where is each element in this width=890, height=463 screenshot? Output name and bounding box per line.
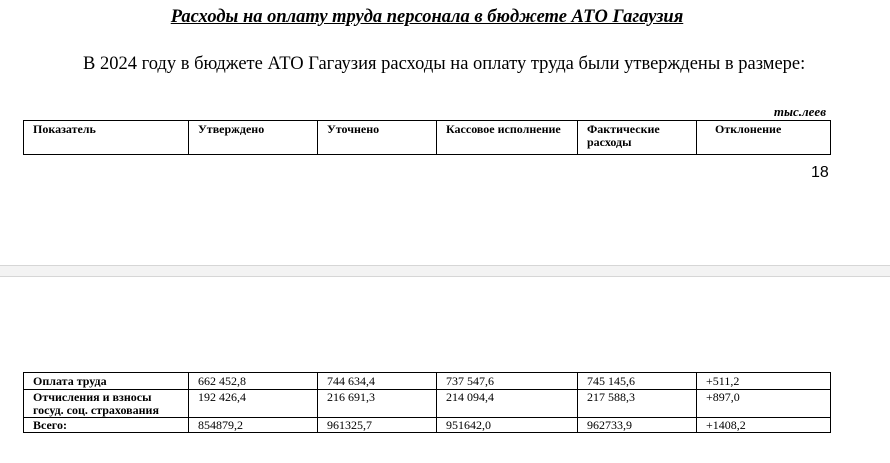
page-number: 18	[811, 164, 829, 181]
document-page-bottom	[0, 277, 890, 463]
cell-actual: 217 588,3	[578, 390, 697, 418]
cell-deviation: +897,0	[697, 390, 831, 418]
row-label: Всего:	[24, 418, 189, 433]
cell-deviation: +511,2	[697, 373, 831, 390]
cell-revised: 744 634,4	[318, 373, 437, 390]
row-label: Отчисления и взносы госуд. соц. страхования	[24, 390, 189, 418]
header-revised: Уточнено	[318, 121, 437, 155]
table-row	[24, 390, 831, 418]
header-approved: Утверждено	[189, 121, 318, 155]
row-label: Оплата труда	[24, 373, 189, 390]
cell-revised: 216 691,3	[318, 390, 437, 418]
expenses-table	[23, 372, 831, 433]
cell-deviation: +1408,2	[697, 418, 831, 433]
intro-paragraph: В 2024 году в бюджете АТО Гагаузия расходы на оплату труда были утверждены в размере:	[83, 54, 806, 74]
cell-cash: 737 547,6	[437, 373, 578, 390]
table-row	[24, 373, 831, 390]
table-header	[23, 120, 831, 155]
document-title: Расходы на оплату труда персонала в бюджете АТО Гагаузия	[170, 7, 684, 27]
cell-cash: 214 094,4	[437, 390, 578, 418]
cell-actual: 745 145,6	[578, 373, 697, 390]
table-header-row	[24, 121, 831, 155]
header-actual-expenses: Фактические расходы	[578, 121, 697, 155]
table-row	[24, 418, 831, 433]
cell-approved: 662 452,8	[189, 373, 318, 390]
cell-actual: 962733,9	[578, 418, 697, 433]
header-cash-execution: Кассовое исполнение	[437, 121, 578, 155]
header-deviation: Отклонение	[697, 121, 831, 155]
cell-approved: 854879,2	[189, 418, 318, 433]
cell-approved: 192 426,4	[189, 390, 318, 418]
cell-revised: 961325,7	[318, 418, 437, 433]
cell-cash: 951642,0	[437, 418, 578, 433]
units-label: тыс.леев	[773, 104, 826, 119]
page-break	[0, 265, 890, 277]
header-indicator: Показатель	[24, 121, 189, 155]
